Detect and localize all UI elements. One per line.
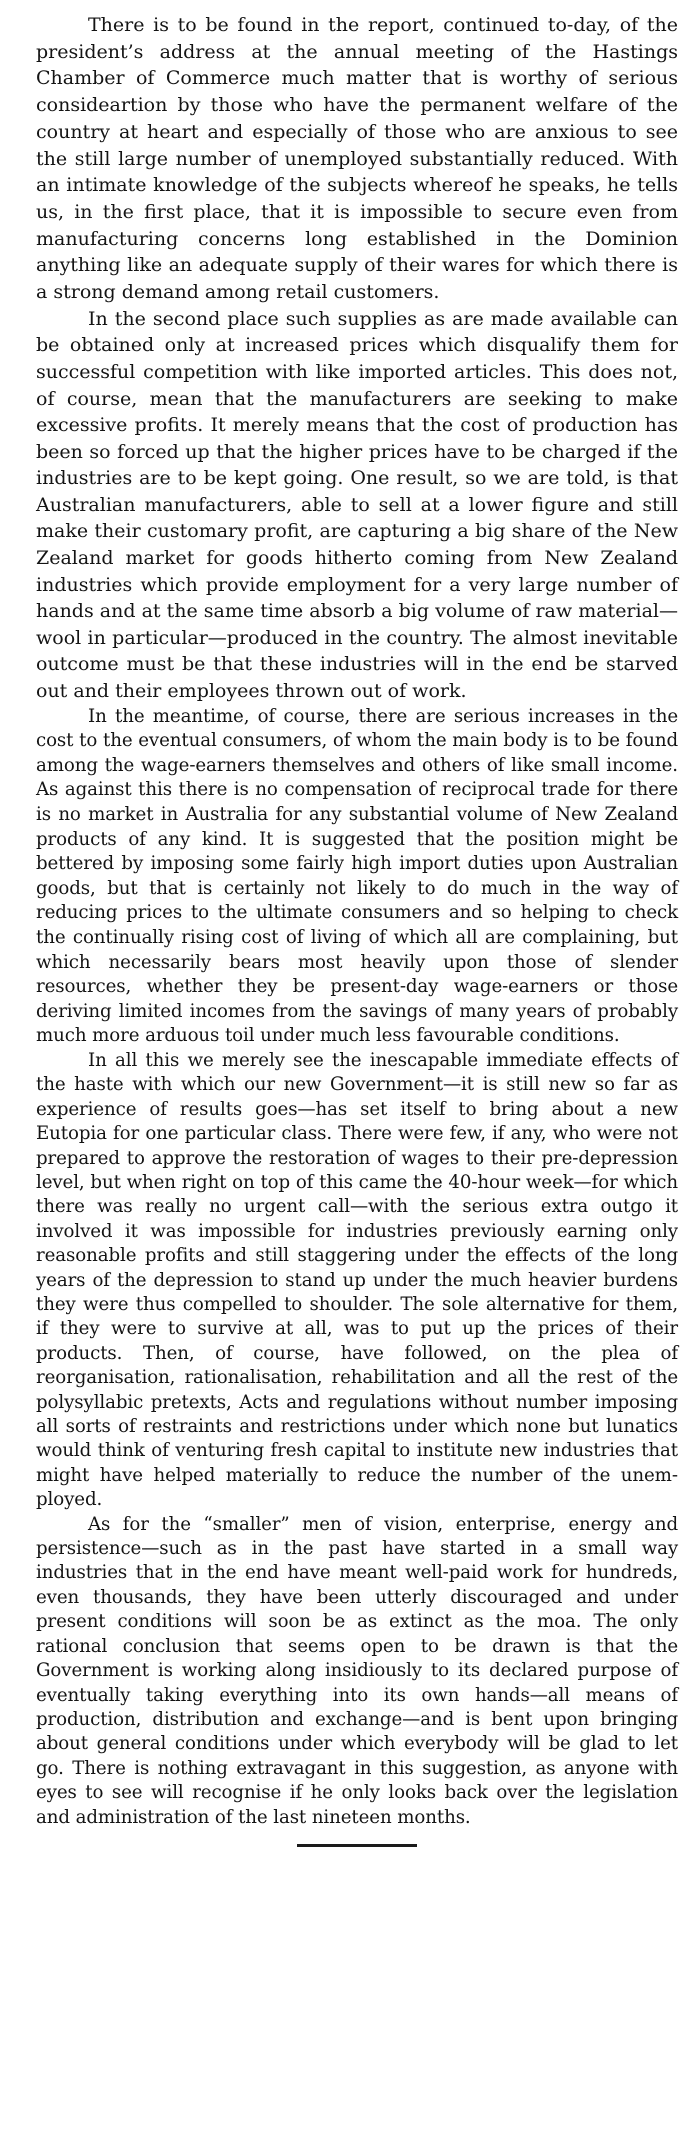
article-paragraph-4: In all this we merely see the inescapable immediate effects of the haste with which our new Government—it is still new so far as experience of results goes—has set itself to bring about a new Eutopia for one particular class. There were few, if any, who were not prepared to approve the restoration of wages to their pre-depression level, but when right on top of this came the 40-hour week—for which there was really no urgent call—with the serious extra outgo it involved it was impossible for industries previously earning only reasonable profits and still staggering under the effects of the long years of the depression to stand up under the much heavier burdens they were thus compelled to shoulder. The sole alternative for them, if they were to survive at all, was to put up the prices of their products. Then, of course, have followed, on the plea of reorganisation, rationalisation, rehabilitation and all the rest of the polysyllabic pretexts, Acts and regulations without number imposing all sorts of restraints and restrictions under which none but lunatics would think of venturing fresh capital to institute new industries that might have helped materially to reduce the number of the unemployed. [36, 1049, 678, 1511]
editorial-article [36, 12, 678, 1830]
article-paragraph-2: In the second place such supplies as are made available can be obtained only at increased prices which disqualify them for successful competition with like imported articles. This does not, of course, mean that the manufacturers are seeking to make excessive profits. It merely means that the cost of production has been so forced up that the higher prices have to be charged if the industries are to be kept going. One result, so we are told, is that Australian manufacturers, able to sell at a lower figure and still make their customary profit, are capturing a big share of the New Zealand market for goods hitherto coming from New Zealand industries which provide employment for a very large number of hands and at the same time absorb a big volume of raw material—wool in particular—produced in the country. The almost inevitable outcome must be that these industries will in the end be starved out and their employees thrown out of work. [36, 307, 678, 703]
end-of-article-rule [297, 1844, 417, 1847]
article-paragraph-1: There is to be found in the report, continued to-day, of the president’s address at the annual meeting of the Hastings Chamber of Commerce much matter that is worthy of serious consideartion by those who have the permanent welfare of the country at heart and especially of those who are anxious to see the still large number of unemployed substantially reduced. With an intimate knowledge of the subjects whereof he speaks, he tells us, in the first place, that it is impossible to secure even from manufacturing concerns long established in the Dominion anything like an adequate supply of their wares for which there is a strong demand among retail customers. [36, 14, 678, 304]
article-paragraph-5: As for the “smaller” men of vision, enterprise, energy and persistence—such as in the past have started in a small way industries that in the end have meant well-paid work for hundreds, even thousands, they have been utterly discouraged and under present conditions will soon be as extinct as the moa. The only rational conclusion that seems open to be drawn is that the Government is working along insidiously to its declared purpose of eventually taking everything into its own hands—all means of production, distribution and exchange—and is bent upon bringing about general conditions under which everybody will be glad to let go. There is nothing extravagant in this suggestion, as anyone with eyes to see will recognise if he only looks back over the legislation and administration of the last nineteen months. [36, 1513, 678, 1828]
article-paragraph-3: In the meantime, of course, there are serious increases in the cost to the eventual consumers, of whom the main body is to be found among the wage-earners themselves and others of like small income. As against this there is no compensation of reciprocal trade for there is no market in Australia for any substantial volume of New Zealand products of any kind. It is suggested that the position might be bettered by imposing some fairly high import duties upon Australian goods, but that is certainly not likely to do much in the way of reducing prices to the ultimate consumers and so helping to check the continually rising cost of living of which all are complaining, but which necessarily bears most heavily upon those of slender resources, whether they be present-day wage-earners or those deriving limited incomes from the savings of many years of probably much more arduous toil under much less favourable conditions. [36, 705, 678, 1047]
